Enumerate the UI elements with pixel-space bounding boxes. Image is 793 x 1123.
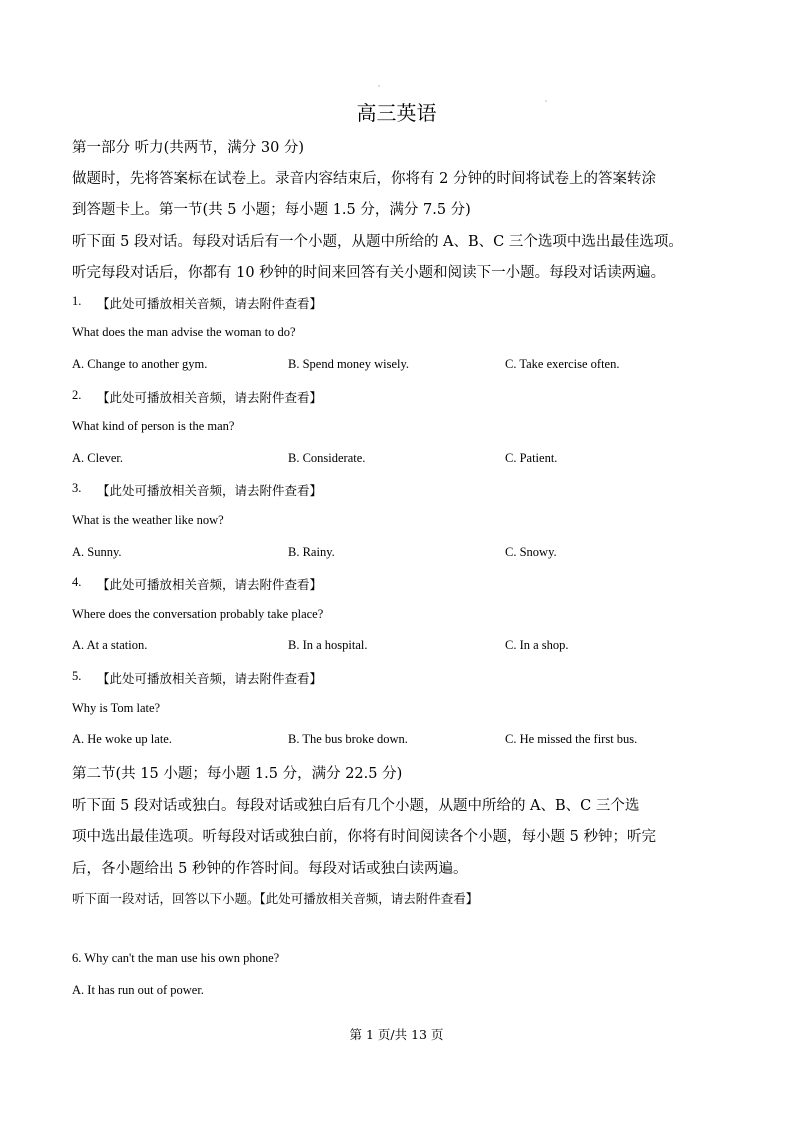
option-b: B. Rainy. bbox=[288, 545, 335, 559]
audio-placeholder[interactable]: 【此处可播放相关音频，请去附件查看】 bbox=[97, 483, 323, 498]
part1-instruction-line4: 听完每段对话后，你都有 10 秒钟的时间来回答有关小题和阅读下一小题。每段对话读两遍。 bbox=[72, 265, 666, 281]
question-number: 2. bbox=[72, 388, 82, 402]
scan-artifact bbox=[545, 100, 547, 102]
question-text: 6. Why can't the man use his own phone? bbox=[72, 951, 280, 965]
option-b: B. The bus broke down. bbox=[288, 732, 408, 746]
question-text: What does the man advise the woman to do? bbox=[72, 325, 296, 339]
part1-heading: 第一部分 听力(共两节，满分 30 分) bbox=[72, 140, 305, 156]
question-number: 3. bbox=[72, 481, 82, 495]
option-a: A. Clever. bbox=[72, 451, 124, 465]
option-a: A. At a station. bbox=[72, 638, 148, 652]
option-b: B. Considerate. bbox=[288, 451, 366, 465]
part2-heading: 第二节(共 15 小题；每小题 1.5 分，满分 22.5 分) bbox=[72, 766, 403, 782]
part1-instruction-line2: 到答题卡上。第一节(共 5 小题；每小题 1.5 分，满分 7.5 分) bbox=[72, 202, 471, 218]
part2-instruction-line3: 后，各小题给出 5 秒钟的作答时间。每段对话或独白读两遍。 bbox=[72, 861, 468, 877]
page-footer: 第 1 页/共 13 页 bbox=[349, 1027, 444, 1042]
page-title: 高三英语 bbox=[356, 101, 437, 125]
question-number: 5. bbox=[72, 669, 82, 683]
option-c: C. Take exercise often. bbox=[505, 357, 620, 371]
option-c: C. Patient. bbox=[505, 451, 558, 465]
audio-placeholder[interactable]: 【此处可播放相关音频，请去附件查看】 bbox=[97, 671, 323, 686]
option-a: A. It has run out of power. bbox=[72, 983, 204, 997]
part2-instruction-line1: 听下面 5 段对话或独白。每段对话或独白后有几个小题，从题中所给的 A、B、C 三个选 bbox=[72, 798, 640, 814]
scan-artifact bbox=[378, 85, 380, 87]
option-c: C. He missed the first bus. bbox=[505, 732, 638, 746]
option-c: C. In a shop. bbox=[505, 638, 569, 652]
listen-instruction[interactable]: 听下面一段对话，回答以下小题。【此处可播放相关音频，请去附件查看】 bbox=[72, 891, 479, 906]
question-text: Where does the conversation probably take place? bbox=[72, 607, 324, 621]
question-text: What kind of person is the man? bbox=[72, 419, 235, 433]
part1-instruction-line1: 做题时，先将答案标在试卷上。录音内容结束后，你将有 2 分钟的时间将试卷上的答案转涂 bbox=[72, 171, 656, 187]
question-number: 4. bbox=[72, 575, 82, 589]
option-a: A. Change to another gym. bbox=[72, 357, 208, 371]
option-b: B. Spend money wisely. bbox=[288, 357, 410, 371]
question-number: 1. bbox=[72, 294, 82, 308]
option-b: B. In a hospital. bbox=[288, 638, 368, 652]
audio-placeholder[interactable]: 【此处可播放相关音频，请去附件查看】 bbox=[97, 390, 323, 405]
audio-placeholder[interactable]: 【此处可播放相关音频，请去附件查看】 bbox=[97, 296, 323, 311]
option-a: A. He woke up late. bbox=[72, 732, 172, 746]
question-text: Why is Tom late? bbox=[72, 701, 161, 715]
option-a: A. Sunny. bbox=[72, 545, 122, 559]
part2-instruction-line2: 项中选出最佳选项。听每段对话或独白前，你将有时间阅读各个小题，每小题 5 秒钟；听完 bbox=[72, 829, 656, 845]
audio-placeholder[interactable]: 【此处可播放相关音频，请去附件查看】 bbox=[97, 577, 323, 592]
option-c: C. Snowy. bbox=[505, 545, 557, 559]
question-text: What is the weather like now? bbox=[72, 513, 224, 527]
part1-instruction-line3: 听下面 5 段对话。每段对话后有一个小题，从题中所给的 A、B、C 三个选项中选出最佳选项。 bbox=[72, 234, 683, 250]
